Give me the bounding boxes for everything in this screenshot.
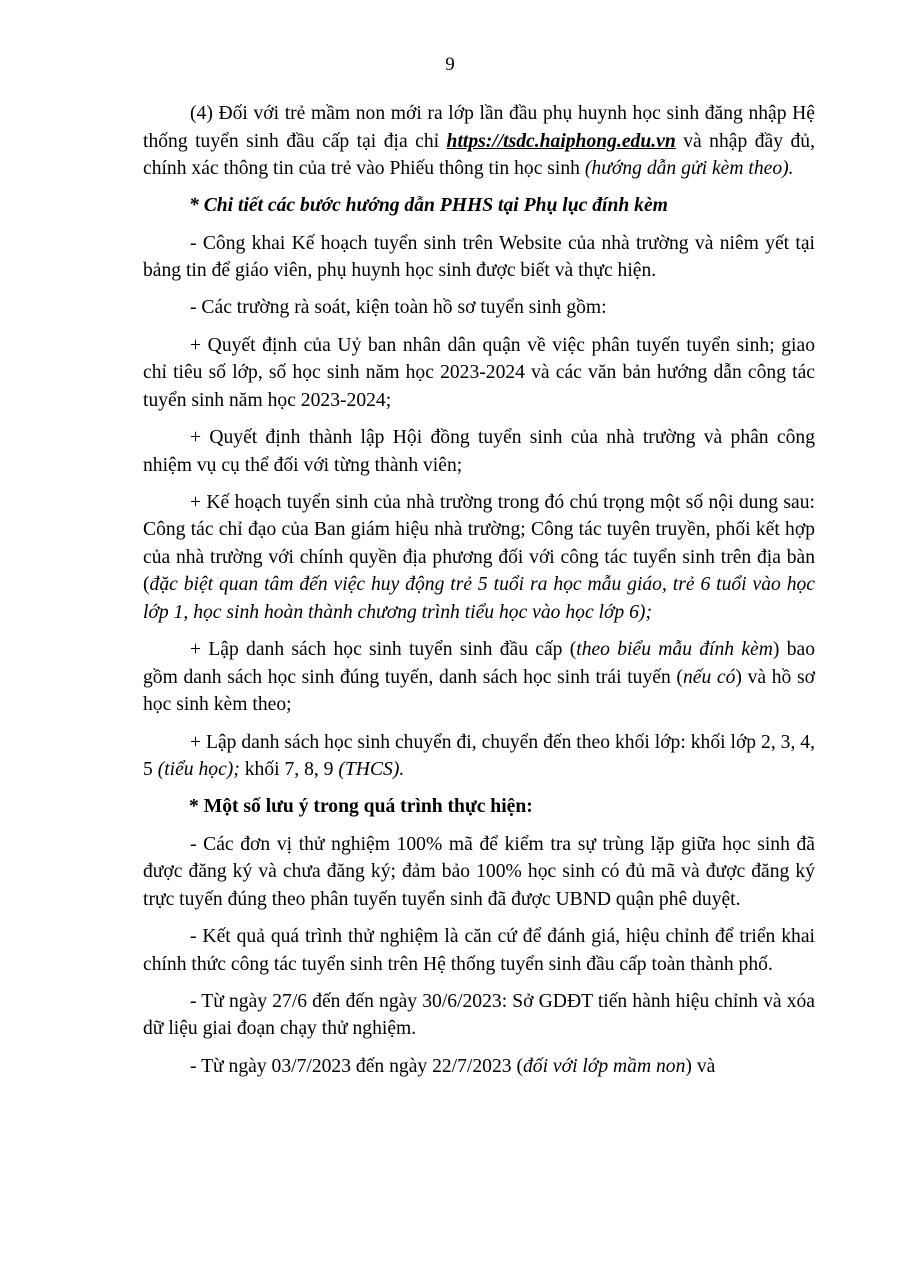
text-run: ) và [685,1055,716,1077]
text-run: * Chi tiết các bước hướng dẫn PHHS tại Phụ lục đính kèm [189,195,668,217]
paragraph [143,230,815,285]
text-run: * Một số lưu ý trong quá trình thực hiện: [189,796,533,818]
text-run: - Từ ngày 03/7/2023 đến ngày 22/7/2023 ( [190,1055,523,1077]
document-body [143,100,815,1090]
paragraph [143,831,815,914]
text-run: đặc biệt quan tâm đến việc huy động trẻ 5 tuổi ra học mẫu giáo, trẻ 6 tuổi vào học lớp 1, học sinh hoàn thành chương trình tiểu học vào học lớp 6); [143,574,815,624]
section-heading [143,793,815,821]
text-run: nếu có [682,666,736,688]
text-run: + Quyết định thành lập Hội đồng tuyển sinh của nhà trường và phân công nhiệm vụ cụ thể đối với từng thành viên; [143,426,815,476]
paragraph [143,294,815,322]
text-run: - Từ ngày 27/6 đến đến ngày 30/6/2023: Sở GDĐT tiến hành hiệu chỉnh và xóa dữ liệu giai đoạn chạy thử nghiệm. [143,990,815,1040]
paragraph [143,332,815,415]
section-heading [143,192,815,220]
paragraph [143,100,815,183]
text-run: + Kế hoạch tuyển sinh của nhà trường trong đó chú trọng một số nội dung sau: Công tác chỉ đạo của Ban giám hiệu nhà trường; Công tác tuyên truyền, phối kết hợp của nhà trường với chính quyền địa phương đối với công tác tuyển sinh trên địa bàn ( [143,491,815,596]
text-run: + Lập danh sách học sinh tuyển sinh đầu cấp ( [190,639,577,661]
text-run: - Kết quả quá trình thử nghiệm là căn cứ để đánh giá, hiệu chỉnh để triển khai chính thức công tác tuyển sinh trên Hệ thống tuyển sinh đầu cấp toàn thành phố. [143,925,815,975]
text-run: (hướng dẫn gửi kèm theo). [584,158,794,180]
text-run: (4) Đối với trẻ mầm non mới ra lớp lần đầu phụ huynh học sinh đăng nhập Hệ thống tuyển sinh đầu cấp tại địa chỉ [143,103,815,152]
paragraph [143,424,815,479]
paragraph [143,636,815,719]
text-run: và nhập đầy đủ, chính xác thông tin của trẻ vào Phiếu thông tin học sinh [143,130,815,180]
paragraph [143,923,815,978]
text-run: (THCS). [338,759,405,781]
text-run: + Quyết định của Uỷ ban nhân dân quận về việc phân tuyến tuyển sinh; giao chỉ tiêu số lớp, số học sinh năm học 2023-2024 và các văn bản hướng dẫn công tác tuyển sinh năm học 2023-2024; [143,334,815,411]
paragraph [143,988,815,1043]
text-run: (tiểu học); [157,759,240,781]
page-number: 9 [445,54,455,75]
text-run: theo biểu mẫu đính kèm [576,639,773,661]
text-run: + Lập danh sách học sinh chuyển đi, chuyển đến theo khối lớp: khối lớp 2, 3, 4, 5 [143,731,815,781]
text-run: - Các đơn vị thử nghiệm 100% mã để kiểm tra sự trùng lặp giữa học sinh đã được đăng ký và chưa đăng ký; đảm bảo 100% học sinh có đủ mã và được đăng ký trực tuyến đúng theo phân tuyến tuyển sinh đã được UBND quận phê duyệt. [143,833,815,910]
text-run: đối với lớp mầm non [522,1055,686,1077]
paragraph [143,729,815,784]
text-run: ) bao gồm danh sách học sinh đúng tuyến, danh sách học sinh trái tuyến ( [143,639,816,688]
paragraph [143,1053,815,1081]
text-run: khối 7, 8, 9 [239,759,339,781]
text-run: - Công khai Kế hoạch tuyển sinh trên Website của nhà trường và niêm yết tại bảng tin để giáo viên, phụ huynh học sinh được biết và thực hiện. [143,232,815,282]
paragraph [143,489,815,627]
text-run: ) và hồ sơ học sinh kèm theo; [143,666,815,716]
url-link[interactable]: https://tsdc.haiphong.edu.vn [446,130,676,152]
text-run: - Các trường rà soát, kiện toàn hồ sơ tuyển sinh gồm: [190,297,607,319]
